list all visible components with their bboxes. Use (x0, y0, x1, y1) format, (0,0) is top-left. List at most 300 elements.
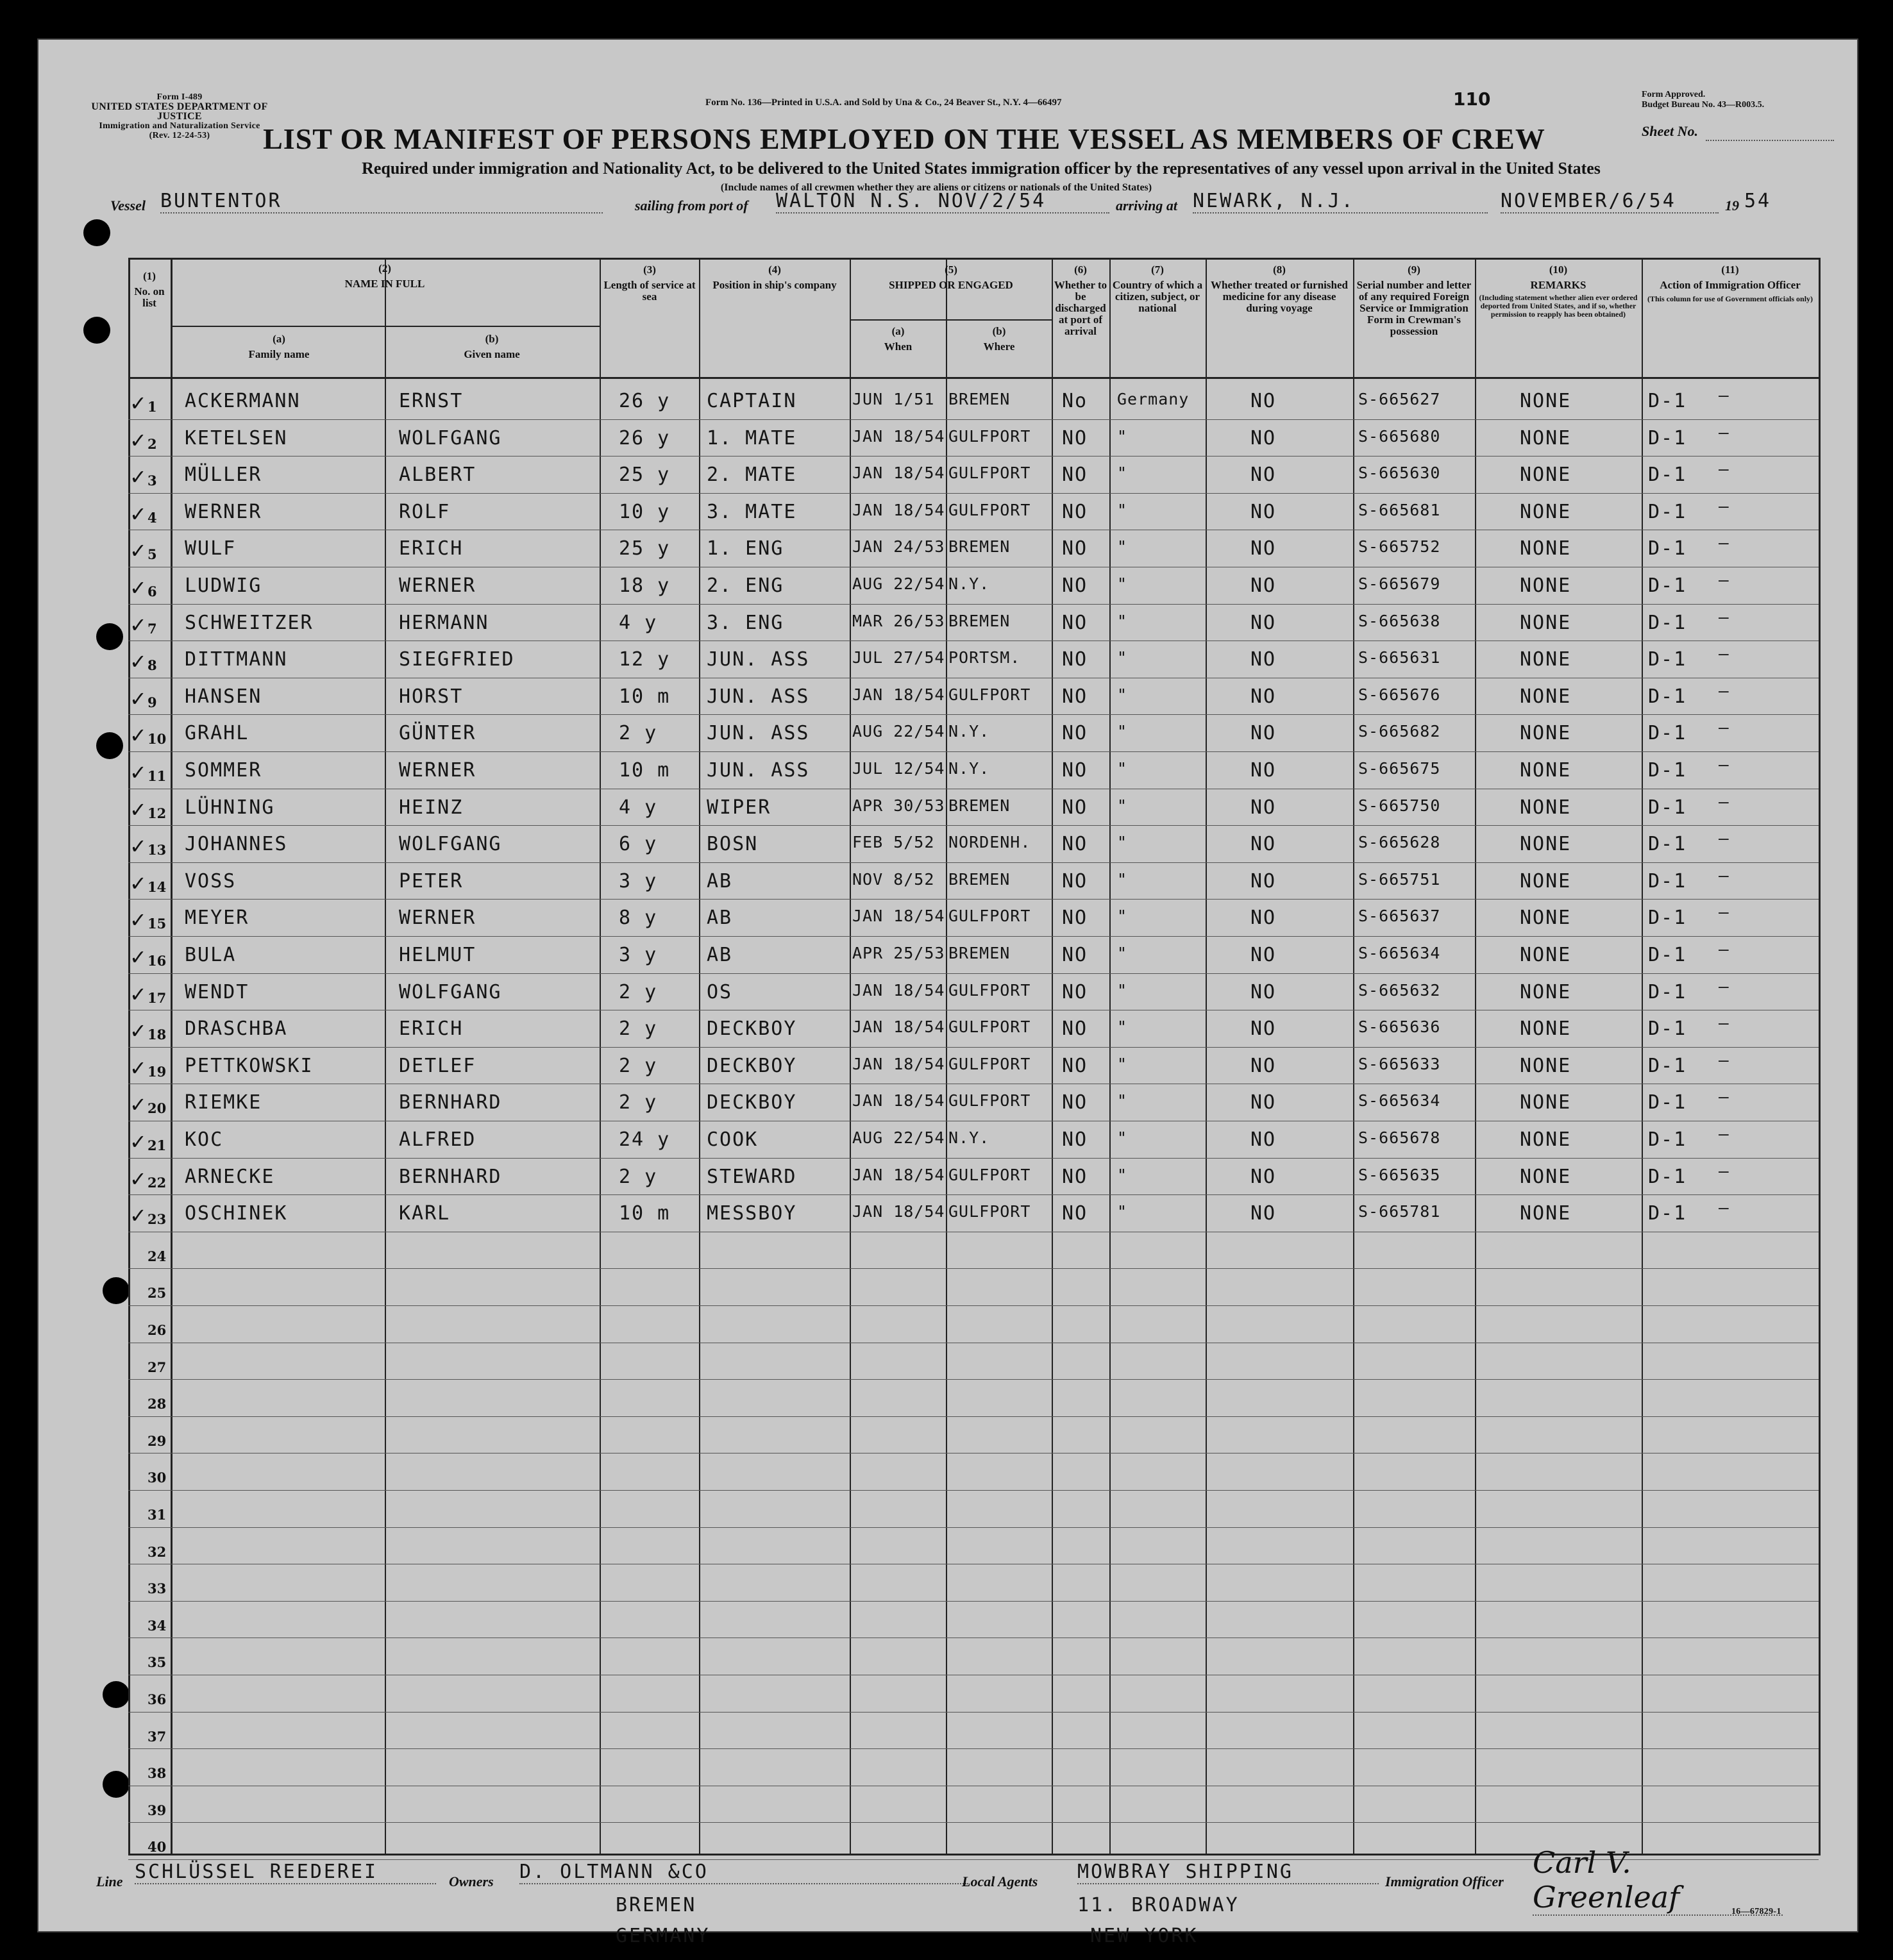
arriving-label: arriving at (1116, 197, 1177, 214)
row-number: 6 (147, 583, 157, 599)
cell-given: WOLFGANG (399, 981, 502, 1003)
cell-country: " (1117, 1128, 1128, 1147)
owners-label: Owners (449, 1873, 494, 1889)
row-number: 26 (147, 1322, 167, 1338)
row-rule (128, 825, 1819, 826)
col-remarks-note: (Including statement whether alien ever ordered deported from United States, and if so, whether permission to reapply has been obtained) (1479, 293, 1638, 319)
cell-action: D-1 (1648, 870, 1687, 892)
cell-family: BULA (185, 944, 237, 966)
cell-serial: S-665750 (1358, 796, 1441, 815)
officer-tick-icon: — (1719, 571, 1730, 590)
col-where-header-number: (b) (992, 325, 1006, 337)
cell-when: JAN 18/54 (852, 464, 945, 482)
cell-where: GULFPORT (948, 427, 1031, 446)
cell-where: NORDENH. (948, 833, 1031, 851)
checkmark-icon: ✓ (130, 465, 147, 489)
cell-position: JUN. ASS (707, 648, 810, 671)
cell-given: ERNST (399, 390, 464, 412)
row-number: 27 (147, 1359, 167, 1375)
cell-action: D-1 (1648, 833, 1687, 855)
row-number: 20 (147, 1100, 167, 1116)
cell-given: PETER (399, 870, 464, 892)
cell-remarks: NONE (1520, 944, 1572, 966)
cell-country: " (1117, 1091, 1128, 1110)
cell-service: 2 y (619, 1166, 658, 1188)
cell-country: " (1117, 907, 1128, 925)
officer-tick-icon: — (1719, 460, 1730, 479)
sheet-number: 110 (1453, 88, 1491, 110)
cell-where: GULFPORT (948, 1202, 1031, 1221)
col-action-note: (This column for use of Government officials only) (1647, 294, 1813, 303)
officer-tick-icon: — (1719, 792, 1730, 812)
table-top-rule (128, 258, 1819, 260)
cell-service: 8 y (619, 907, 658, 929)
officer-tick-icon: — (1719, 718, 1730, 737)
col-where-header (948, 326, 1050, 353)
form-code: 16—67829-1 (1731, 1907, 1781, 1916)
cell-when: JAN 24/53 (852, 537, 945, 556)
cell-when: JAN 18/54 (852, 501, 945, 519)
cell-family: ACKERMANN (185, 390, 301, 412)
cell-position: 2. MATE (707, 464, 797, 486)
cell-country: " (1117, 833, 1128, 851)
cell-serial: S-665679 (1358, 574, 1441, 593)
officer-tick-icon: — (1719, 497, 1730, 516)
cell-position: MESSBOY (707, 1202, 797, 1225)
cell-family: MÜLLER (185, 464, 262, 486)
form-id: Form I-489 (156, 92, 203, 102)
cell-when: APR 30/53 (852, 796, 945, 815)
cell-when: JAN 18/54 (852, 685, 945, 704)
column-rule (171, 258, 172, 1855)
cell-service: 25 y (619, 464, 671, 486)
cell-remarks: NONE (1520, 870, 1572, 892)
cell-action: D-1 (1648, 685, 1687, 708)
cell-remarks: NONE (1520, 1166, 1572, 1188)
cell-medicine: NO (1250, 1202, 1277, 1225)
cell-remarks: NONE (1520, 1018, 1572, 1040)
col-position-header-number: (4) (768, 264, 781, 276)
row-rule (128, 604, 1819, 605)
cell-action: D-1 (1648, 1128, 1687, 1151)
checkmark-icon: ✓ (130, 798, 147, 822)
cell-country: " (1117, 1202, 1128, 1221)
cell-given: ALFRED (399, 1128, 476, 1151)
officer-tick-icon: — (1719, 1198, 1730, 1218)
column-rule (1353, 258, 1354, 1855)
row-number: 13 (147, 842, 167, 858)
cell-discharge: NO (1062, 648, 1088, 671)
cell-given: HELMUT (399, 944, 476, 966)
cell-where: GULFPORT (948, 501, 1031, 519)
cell-action: D-1 (1648, 1018, 1687, 1040)
cell-medicine: NO (1250, 796, 1277, 819)
cell-position: 3. MATE (707, 501, 797, 523)
cell-remarks: NONE (1520, 796, 1572, 819)
cell-country: " (1117, 648, 1128, 667)
cell-where: GULFPORT (948, 981, 1031, 1000)
checkmark-icon: ✓ (130, 1167, 147, 1191)
cell-given: HORST (399, 685, 464, 708)
cell-when: JUL 27/54 (852, 648, 945, 667)
cell-family: MEYER (185, 907, 249, 929)
owners-city: BREMEN (616, 1894, 697, 1916)
cell-where: PORTSM. (948, 648, 1021, 667)
row-rule (128, 714, 1819, 715)
cell-service: 24 y (619, 1128, 671, 1151)
column-rule (1206, 258, 1207, 1855)
row-rule (128, 899, 1819, 900)
cell-when: JAN 18/54 (852, 1018, 945, 1036)
col-shipped-header (852, 264, 1050, 291)
line-label: Line (96, 1873, 123, 1889)
row-number: 36 (147, 1691, 167, 1707)
row-rule (128, 1490, 1819, 1491)
cell-family: OSCHINEK (185, 1202, 288, 1225)
cell-position: 2. ENG (707, 574, 784, 597)
cell-action: D-1 (1648, 1091, 1687, 1114)
sheet-label: Sheet No. (1642, 123, 1698, 139)
officer-tick-icon: — (1719, 423, 1730, 442)
checkmark-icon: ✓ (130, 760, 147, 785)
cell-discharge: NO (1062, 833, 1088, 855)
cell-position: DECKBOY (707, 1018, 797, 1040)
cell-country: " (1117, 796, 1128, 815)
cell-where: GULFPORT (948, 1055, 1031, 1073)
checkmark-icon: ✓ (130, 539, 147, 563)
cell-medicine: NO (1250, 537, 1277, 560)
row-rule (128, 1822, 1819, 1823)
cell-where: BREMEN (948, 537, 1011, 556)
cell-given: HERMANN (399, 612, 489, 634)
row-number: 30 (147, 1470, 167, 1486)
row-number: 9 (147, 694, 157, 710)
cell-service: 26 y (619, 427, 671, 449)
cell-discharge: NO (1062, 1055, 1088, 1077)
cell-action: D-1 (1648, 574, 1687, 597)
col-country-header-label: Country of which a citizen, subject, or national (1112, 279, 1203, 314)
cell-given: KARL (399, 1202, 451, 1225)
col-name-header-label: NAME IN FULL (344, 278, 425, 290)
cell-family: SOMMER (185, 759, 262, 782)
cell-medicine: NO (1250, 870, 1277, 892)
row-number: 21 (147, 1137, 167, 1153)
cell-given: ERICH (399, 1018, 464, 1040)
cell-family: WULF (185, 537, 237, 560)
page-subtitle: Required under immigration and Nationality Act, to be delivered to the United States immigration officer by the representatives of any vessel upon arrival in the United States (362, 159, 1601, 178)
col-shipped-header-number: (5) (945, 264, 957, 276)
cell-family: GRAHL (185, 722, 249, 744)
checkmark-icon: ✓ (130, 1093, 147, 1117)
officer-tick-icon: — (1719, 386, 1730, 405)
cell-serial: S-665635 (1358, 1166, 1441, 1184)
cell-country: " (1117, 1166, 1128, 1184)
col-no-header (131, 271, 168, 309)
checkmark-icon: ✓ (130, 1019, 147, 1043)
cell-serial: S-665628 (1358, 833, 1441, 851)
cell-medicine: NO (1250, 981, 1277, 1003)
manifest-sheet (37, 38, 1858, 1947)
row-number: 23 (147, 1211, 167, 1227)
cell-when: AUG 22/54 (852, 1128, 945, 1147)
column-rule (1819, 258, 1821, 1855)
cell-service: 4 y (619, 612, 658, 634)
col-remarks-header (1476, 264, 1640, 319)
cell-when: FEB 5/52 (852, 833, 935, 851)
cell-medicine: NO (1250, 427, 1277, 449)
row-rule (128, 1047, 1819, 1048)
col-given-header-label: Given name (464, 348, 520, 360)
row-number: 4 (147, 510, 157, 526)
cell-medicine: NO (1250, 390, 1277, 412)
cell-position: DECKBOY (707, 1055, 797, 1077)
officer-tick-icon: — (1719, 755, 1730, 775)
row-number: 33 (147, 1580, 167, 1596)
cell-given: WOLFGANG (399, 427, 502, 449)
col-serial-header-label: Serial number and letter of any required Foreign Service or Immigration Form in Crewman's possession (1356, 279, 1472, 337)
cell-where: GULFPORT (948, 685, 1031, 704)
cell-given: BERNHARD (399, 1166, 502, 1188)
cell-discharge: No (1062, 390, 1088, 412)
row-number: 17 (147, 990, 167, 1006)
cell-medicine: NO (1250, 833, 1277, 855)
cell-country: " (1117, 722, 1128, 741)
row-number: 2 (147, 436, 157, 452)
cell-serial: S-665751 (1358, 870, 1441, 889)
cell-discharge: NO (1062, 501, 1088, 523)
checkmark-icon: ✓ (130, 982, 147, 1007)
cell-medicine: NO (1250, 1055, 1277, 1077)
cell-serial: S-665634 (1358, 944, 1441, 962)
cell-serial: S-665675 (1358, 759, 1441, 778)
row-number: 1 (147, 399, 157, 415)
cell-serial: S-665676 (1358, 685, 1441, 704)
cell-position: WIPER (707, 796, 771, 819)
column-rule (1642, 258, 1643, 1855)
col-where-header-label: Where (983, 340, 1015, 353)
cell-service: 26 y (619, 390, 671, 412)
cell-discharge: NO (1062, 759, 1088, 782)
cell-medicine: NO (1250, 648, 1277, 671)
officer-tick-icon: — (1719, 977, 1730, 996)
cell-serial: S-665633 (1358, 1055, 1441, 1073)
cell-serial: S-665682 (1358, 722, 1441, 741)
year-prefix: 19 (1725, 197, 1739, 214)
cell-when: JUL 12/54 (852, 759, 945, 778)
cell-position: OS (707, 981, 733, 1003)
cell-discharge: NO (1062, 1091, 1088, 1114)
form-revision: (Rev. 12-24-53) (149, 131, 210, 140)
agents-label: Local Agents (962, 1873, 1038, 1889)
col-discharge-header-number: (6) (1074, 264, 1087, 276)
row-number: 8 (147, 657, 157, 673)
row-rule (128, 1268, 1819, 1269)
cell-medicine: NO (1250, 1091, 1277, 1114)
owners-value: D. OLTMANN &CO (519, 1861, 968, 1884)
checkmark-icon: ✓ (130, 871, 147, 896)
row-rule (128, 1305, 1819, 1306)
agents-value: MOWBRAY SHIPPING (1077, 1861, 1379, 1884)
officer-tick-icon: — (1719, 866, 1730, 885)
row-rule (128, 1194, 1819, 1195)
cell-service: 10 m (619, 759, 671, 782)
cell-family: VOSS (185, 870, 237, 892)
cell-given: DETLEF (399, 1055, 476, 1077)
cell-country: " (1117, 427, 1128, 446)
cell-service: 10 y (619, 501, 671, 523)
cell-country: " (1117, 1055, 1128, 1073)
line-value: SCHLÜSSEL REEDEREI (135, 1861, 436, 1884)
officer-tick-icon: — (1719, 829, 1730, 848)
row-rule (128, 1416, 1819, 1417)
cell-discharge: NO (1062, 1166, 1088, 1188)
row-number: 31 (147, 1507, 167, 1523)
col-when-header-label: When (884, 340, 913, 353)
sheet-line (1706, 140, 1834, 141)
col-service-header (602, 264, 698, 303)
row-rule (128, 1601, 1819, 1602)
cell-where: BREMEN (948, 944, 1011, 962)
printer-note: Form No. 136—Printed in U.S.A. and Sold by Una & Co., 24 Beaver St., N.Y. 4—66497 (705, 97, 1062, 108)
cell-family: HANSEN (185, 685, 262, 708)
row-number: 18 (147, 1026, 167, 1043)
checkmark-icon: ✓ (130, 1130, 147, 1154)
row-number: 16 (147, 953, 167, 969)
cell-remarks: NONE (1520, 648, 1572, 671)
row-rule (128, 936, 1819, 937)
cell-action: D-1 (1648, 796, 1687, 819)
cell-country: " (1117, 612, 1128, 630)
cell-action: D-1 (1648, 501, 1687, 523)
cell-serial: S-665634 (1358, 1091, 1441, 1110)
cell-country: " (1117, 1018, 1128, 1036)
cell-action: D-1 (1648, 427, 1687, 449)
row-number: 10 (147, 731, 167, 747)
col-remarks-header-label: REMARKS (1530, 279, 1586, 291)
row-number: 40 (147, 1839, 167, 1855)
col-medicine-header-number: (8) (1273, 264, 1286, 276)
col-medicine-header-label: Whether treated or furnished medicine for any disease during voyage (1211, 279, 1348, 314)
checkmark-icon: ✓ (130, 834, 147, 859)
checkmark-icon: ✓ (130, 723, 147, 748)
row-rule (128, 1712, 1819, 1713)
checkmark-icon: ✓ (130, 1056, 147, 1080)
cell-given: ERICH (399, 537, 464, 560)
cell-discharge: NO (1062, 944, 1088, 966)
col-family-header-number: (a) (273, 333, 285, 345)
cell-service: 10 m (619, 1202, 671, 1225)
cell-given: HEINZ (399, 796, 464, 819)
cell-medicine: NO (1250, 944, 1277, 966)
col-when-header-number: (a) (891, 325, 905, 337)
row-rule (128, 493, 1819, 494)
cell-medicine: NO (1250, 1018, 1277, 1040)
row-rule (128, 862, 1819, 863)
cell-given: WOLFGANG (399, 833, 502, 855)
cell-when: JAN 18/54 (852, 427, 945, 446)
cell-action: D-1 (1648, 907, 1687, 929)
cell-remarks: NONE (1520, 537, 1572, 560)
agents-city: NEW YORK (1090, 1925, 1199, 1947)
row-number: 29 (147, 1433, 167, 1449)
cell-family: LÜHNING (185, 796, 275, 819)
col-remarks-header-number: (10) (1549, 264, 1568, 276)
cell-remarks: NONE (1520, 759, 1572, 782)
column-rule (699, 258, 700, 1855)
cell-action: D-1 (1648, 648, 1687, 671)
cell-given: WERNER (399, 574, 476, 597)
cell-discharge: NO (1062, 1202, 1088, 1225)
col-family-header-label: Family name (248, 348, 310, 360)
cell-remarks: NONE (1520, 501, 1572, 523)
row-number: 24 (147, 1248, 167, 1264)
cell-given: SIEGFRIED (399, 648, 515, 671)
cell-family: KETELSEN (185, 427, 288, 449)
cell-given: GÜNTER (399, 722, 476, 744)
voyage-date: NOVEMBER/6/54 (1501, 190, 1719, 214)
row-number: 35 (147, 1654, 167, 1670)
row-number: 34 (147, 1618, 167, 1634)
cell-service: 6 y (619, 833, 658, 855)
checkmark-icon: ✓ (130, 649, 147, 674)
department-name: UNITED STATES DEPARTMENT OF JUSTICE (91, 101, 268, 122)
officer-tick-icon: — (1719, 1014, 1730, 1033)
column-rule (1475, 258, 1476, 1855)
cell-country: " (1117, 981, 1128, 1000)
cell-serial: S-665632 (1358, 981, 1441, 1000)
col-serial-header (1354, 264, 1474, 337)
column-rule (385, 258, 386, 1855)
cell-remarks: NONE (1520, 1202, 1572, 1225)
cell-discharge: NO (1062, 796, 1088, 819)
col-action-header (1643, 264, 1817, 303)
cell-remarks: NONE (1520, 685, 1572, 708)
cell-action: D-1 (1648, 612, 1687, 634)
cell-remarks: NONE (1520, 390, 1572, 412)
cell-position: AB (707, 944, 733, 966)
cell-discharge: NO (1062, 981, 1088, 1003)
col-name-header (173, 263, 596, 290)
cell-action: D-1 (1648, 464, 1687, 486)
col-action-header-number: (11) (1721, 264, 1739, 276)
cell-given: BERNHARD (399, 1091, 502, 1114)
cell-service: 4 y (619, 796, 658, 819)
cell-when: AUG 22/54 (852, 722, 945, 741)
row-number: 38 (147, 1765, 167, 1781)
cell-where: N.Y. (948, 574, 990, 593)
vessel-label: Vessel (110, 197, 146, 214)
row-rule (128, 751, 1819, 752)
cell-action: D-1 (1648, 537, 1687, 560)
cell-position: 3. ENG (707, 612, 784, 634)
checkmark-icon: ✓ (130, 502, 147, 526)
cell-remarks: NONE (1520, 1128, 1572, 1151)
cell-service: 2 y (619, 981, 658, 1003)
punch-hole (103, 1681, 130, 1708)
cell-remarks: NONE (1520, 574, 1572, 597)
col-position-header (701, 264, 848, 291)
approval-line-1: Form Approved. (1642, 90, 1706, 99)
owners-country: GERMANY (616, 1925, 711, 1947)
officer-tick-icon: — (1719, 1125, 1730, 1144)
cell-serial: S-665781 (1358, 1202, 1441, 1221)
sailing-from: WALTON N.S. NOV/2/54 (776, 190, 1109, 214)
col-position-header-label: Position in ship's company (712, 279, 837, 291)
punch-hole (83, 317, 110, 344)
cell-where: BREMEN (948, 870, 1011, 889)
checkmark-icon: ✓ (130, 613, 147, 637)
cell-when: JAN 18/54 (852, 1202, 945, 1221)
